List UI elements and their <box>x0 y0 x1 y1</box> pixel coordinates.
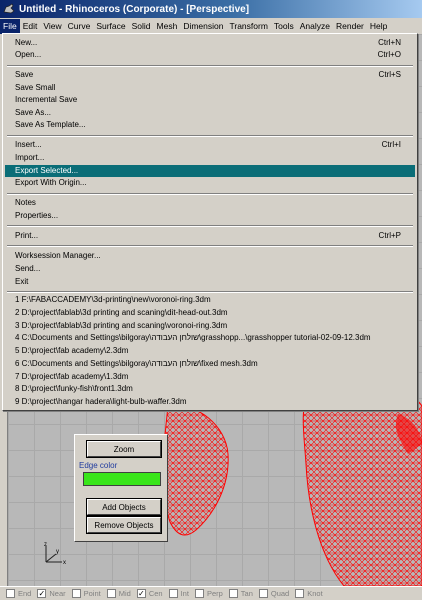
rhino-icon[interactable] <box>3 3 15 15</box>
axis-icon <box>42 542 72 568</box>
edge-color-swatch[interactable] <box>83 472 161 486</box>
menu-item-save-small[interactable]: Save Small <box>15 83 56 92</box>
menu-item-properties[interactable]: Properties... <box>15 211 59 220</box>
osnap-bar <box>0 586 422 600</box>
menu-item-export-selected[interactable]: Export Selected... <box>5 165 415 177</box>
osnap-mid[interactable]: Mid <box>107 589 131 598</box>
window-title: Untitled - Rhinoceros (Corporate) - [Perspective] <box>19 3 250 15</box>
osnap-perp[interactable]: Perp <box>195 589 223 598</box>
recent-file-item[interactable]: 6 C:\Documents and Settings\bilgoray\שולחן העבודה\fixed mesh.3dm <box>15 359 258 368</box>
svg-text:y: y <box>56 549 59 555</box>
menu-separator <box>7 245 413 247</box>
osnap-perp-checkbox[interactable] <box>195 589 204 598</box>
recent-file-item[interactable]: 2 D:\project\fablab\3d printing and scaning\dit-head-out.3dm <box>15 308 228 317</box>
osnap-cen[interactable]: ✓ Cen <box>137 589 163 598</box>
osnap-int-checkbox[interactable] <box>169 589 178 598</box>
menu-file[interactable]: File <box>0 19 20 34</box>
shortcut-insert: Ctrl+I <box>381 140 401 149</box>
osnap-end[interactable]: End <box>6 589 31 598</box>
osnap-near[interactable]: ✓ Near <box>38 589 66 598</box>
osnap-tan[interactable]: Tan <box>229 589 253 598</box>
menu-mesh[interactable]: Mesh <box>156 20 178 31</box>
osnap-cen-checkbox[interactable]: ✓ <box>137 589 145 598</box>
osnap-knot-checkbox[interactable] <box>295 589 304 598</box>
recent-file-item[interactable]: 5 D:\project\fab academy\2.3dm <box>15 346 129 355</box>
menu-item-import[interactable]: Import... <box>15 153 45 162</box>
remove-objects-button[interactable]: Remove Objects <box>87 517 161 533</box>
menu-bar <box>0 18 422 34</box>
edge-color-label: Edge color <box>79 461 118 470</box>
menu-separator <box>7 193 413 195</box>
menu-item-incremental-save[interactable]: Incremental Save <box>15 95 78 104</box>
osnap-near-checkbox[interactable]: ✓ <box>38 589 46 598</box>
menu-item-export-with-origin[interactable]: Export With Origin... <box>15 178 87 187</box>
menu-item-print[interactable]: Print... Ctrl+P <box>15 231 401 240</box>
menu-separator <box>7 291 413 293</box>
osnap-point[interactable]: Point <box>72 589 101 598</box>
add-objects-button[interactable]: Add Objects <box>87 499 161 515</box>
shortcut-print: Ctrl+P <box>378 231 401 240</box>
menu-surface[interactable]: Surface <box>96 20 126 31</box>
menu-item-insert[interactable]: Insert... Ctrl+I <box>15 140 401 149</box>
menu-item-send[interactable]: Send... <box>15 264 41 273</box>
menu-separator <box>7 225 413 227</box>
shortcut-new: Ctrl+N <box>378 38 401 47</box>
menu-dimension[interactable]: Dimension <box>183 20 224 31</box>
menu-item-notes[interactable]: Notes <box>15 198 36 207</box>
recent-file-item[interactable]: 7 D:\project\fab academy\1.3dm <box>15 372 129 381</box>
menu-edit[interactable]: Edit <box>22 20 38 31</box>
menu-view[interactable]: View <box>43 20 62 31</box>
menu-item-save[interactable]: Save Ctrl+S <box>15 70 401 79</box>
menu-solid[interactable]: Solid <box>131 20 151 31</box>
menu-render[interactable]: Render <box>336 20 364 31</box>
recent-file-item[interactable]: 4 C:\Documents and Settings\bilgoray\שולחן העבודה\grasshopp...\grasshopper tutorial-02-09-12.3dm <box>15 333 371 342</box>
menu-curve[interactable]: Curve <box>67 20 91 31</box>
recent-file-item[interactable]: 9 D:\project\hangar hadera\light-bulb-waffer.3dm <box>15 397 187 406</box>
shortcut-open: Ctrl+O <box>377 50 401 59</box>
shortcut-save: Ctrl+S <box>378 70 401 79</box>
menu-tools[interactable]: Tools <box>273 20 294 31</box>
menu-item-open[interactable]: Open... Ctrl+O <box>15 50 401 59</box>
osnap-quad-checkbox[interactable] <box>259 589 268 598</box>
svg-text:x: x <box>63 560 66 566</box>
menu-separator <box>7 135 413 137</box>
zoom-button[interactable]: Zoom <box>87 441 161 457</box>
mesh-edge-panel <box>74 434 168 542</box>
menu-help[interactable]: Help <box>369 20 388 31</box>
osnap-quad[interactable]: Quad <box>259 589 289 598</box>
recent-file-item[interactable]: 1 F:\FABACCADEMY\3d-printing\new\voronoi-ring.3dm <box>15 295 211 304</box>
recent-file-item[interactable]: 3 D:\project\fablab\3d printing and scaning\voronoi-ring.3dm <box>15 321 228 330</box>
osnap-mid-checkbox[interactable] <box>107 589 116 598</box>
svg-text:z: z <box>44 542 47 548</box>
osnap-end-checkbox[interactable] <box>6 589 15 598</box>
osnap-knot[interactable]: Knot <box>295 589 322 598</box>
menu-separator <box>7 65 413 67</box>
menu-item-new[interactable]: New... Ctrl+N <box>15 38 401 47</box>
recent-file-item[interactable]: 8 D:\project\funky-fish\front1.3dm <box>15 384 133 393</box>
file-menu-dropdown <box>2 33 418 411</box>
menu-item-worksession-manager[interactable]: Worksession Manager... <box>15 251 101 260</box>
menu-item-exit[interactable]: Exit <box>15 277 29 286</box>
osnap-tan-checkbox[interactable] <box>229 589 238 598</box>
menu-analyze[interactable]: Analyze <box>299 20 330 31</box>
osnap-point-checkbox[interactable] <box>72 589 81 598</box>
osnap-int[interactable]: Int <box>169 589 189 598</box>
menu-item-save-as[interactable]: Save As... <box>15 108 52 117</box>
menu-transform[interactable]: Transform <box>229 20 268 31</box>
menu-item-save-as-template[interactable]: Save As Template... <box>15 120 86 129</box>
title-bar <box>0 0 422 18</box>
